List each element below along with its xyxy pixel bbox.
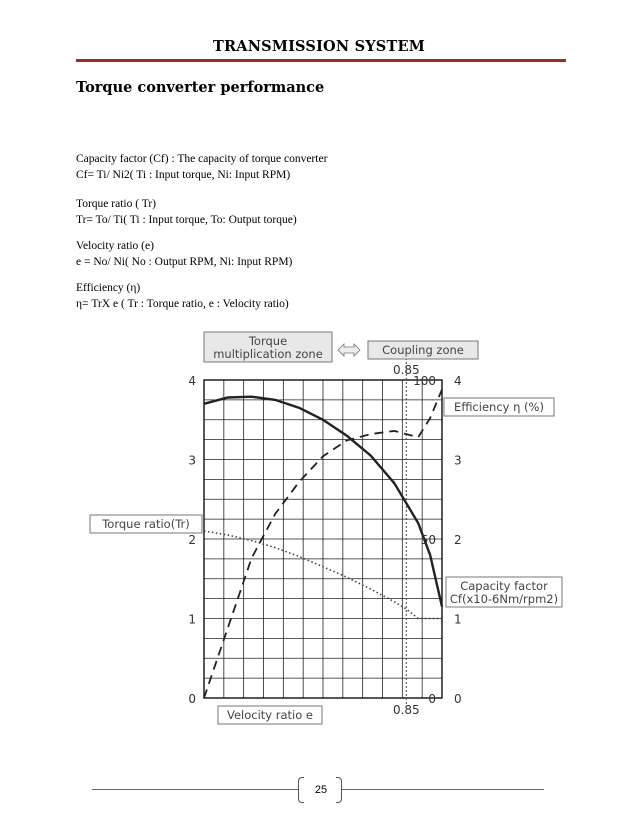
efficiency-formula: η= TrX e ( Tr : Torque ratio, e : Velocity ratio) [76,298,289,310]
right-axis-tick-label: 1 [454,612,462,627]
efficiency-block [76,280,289,312]
coupling-zone-label-text: Coupling zone [382,343,464,357]
left-axis-tick-label: 0 [188,692,196,706]
efficiency-axis-tick-label: 100 [413,374,436,388]
page-number: 25 [314,784,328,796]
capacity-factor-label-text: Capacity factor [460,579,548,593]
capacity-factor-label-text: Cf(x10-6Nm/rpm2) [449,592,559,606]
torque-zone-label-text: multiplication zone [213,347,323,361]
torque-ratio-block [76,196,297,228]
page-number-bracket-right [336,777,342,803]
efficiency-definition: Efficiency (η) [76,282,141,294]
capacity-factor-definition: Capacity factor (Cf) : The capacity of torque converter [76,153,328,165]
right-axis-tick-label: 0 [454,692,462,706]
efficiency-axis-tick-label: 0 [428,692,436,706]
torque-ratio-formula: Tr= To/ Ti( Ti : Input torque, To: Output torque) [76,214,297,226]
efficiency-label-text: Efficiency η (%) [454,400,544,414]
torque-zone-label-text: Torque [248,334,288,348]
capacity-factor-block [76,151,327,183]
torque-ratio-label-text: Torque ratio(Tr) [102,517,190,531]
velocity-ratio-formula: e = No/ Ni( No : Output RPM, Ni: Input RPM) [76,256,293,268]
right-axis-tick-label: 2 [454,533,462,547]
velocity-ratio-axis-label-text: Velocity ratio e [226,708,314,722]
section-title: Torque converter performance [76,79,325,96]
x-tick-label-top: 0.85 [392,363,420,377]
capacity-factor-formula: Cf= Ti/ Ni2( Ti : Input torque, Ni: Input RPM) [76,169,291,181]
zone-divider-arrow-icon [338,344,360,356]
header-rule [76,59,566,62]
left-axis-tick-label: 1 [188,612,196,627]
left-axis-tick-label: 3 [188,453,196,468]
footer-rule-left [92,789,298,790]
right-axis-tick-label: 4 [454,374,462,388]
footer-rule-right [342,789,544,790]
right-axis-tick-label: 3 [454,453,462,468]
performance-chart [76,322,564,728]
page-header: TRANSMISSION SYSTEM [213,38,425,55]
performance-chart-svg [76,322,564,728]
left-axis-tick-label: 4 [188,374,196,388]
x-tick-label-bottom: 0.85 [392,703,420,717]
efficiency-axis-tick-label: 50 [420,533,436,547]
torque-ratio-definition: Torque ratio ( Tr) [76,198,157,210]
velocity-ratio-block [76,238,292,270]
velocity-ratio-definition: Velocity ratio (e) [76,240,154,252]
left-axis-tick-label: 2 [188,533,196,547]
